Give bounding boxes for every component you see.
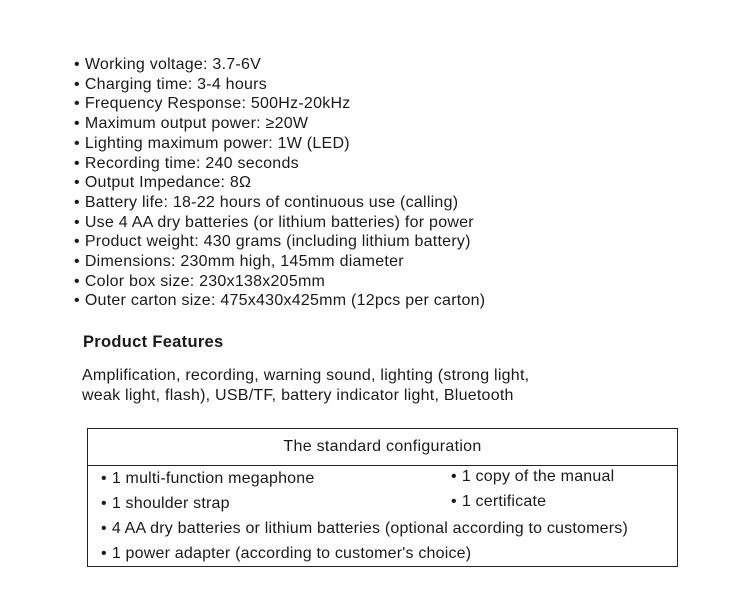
spec-item-recording-time: • Recording time: 240 seconds (74, 154, 485, 174)
spec-item-charging-time: • Charging time: 3-4 hours (74, 75, 485, 95)
product-features-line-2: weak light, flash), USB/TF, battery indicator light, Bluetooth (82, 387, 514, 404)
config-item-shoulder-strap: • 1 shoulder strap (101, 495, 230, 513)
product-features-title: Product Features (83, 333, 224, 351)
standard-configuration-title: The standard configuration (88, 429, 677, 466)
config-item-certificate: • 1 certificate (451, 493, 546, 511)
config-item-power-adapter: • 1 power adapter (according to customer's choice) (101, 545, 471, 563)
spec-item-lighting-power: • Lighting maximum power: 1W (LED) (74, 134, 485, 154)
spec-item-output-impedance: • Output Impedance: 8Ω (74, 173, 485, 193)
spec-item-product-weight: • Product weight: 430 grams (including lithium battery) (74, 232, 485, 252)
spec-item-color-box-size: • Color box size: 230x138x205mm (74, 272, 485, 292)
config-item-megaphone: • 1 multi-function megaphone (101, 470, 314, 488)
standard-configuration-table (87, 428, 678, 567)
spec-item-dimensions: • Dimensions: 230mm high, 145mm diameter (74, 252, 485, 272)
spec-item-frequency-response: • Frequency Response: 500Hz-20kHz (74, 94, 485, 114)
spec-item-batteries: • Use 4 AA dry batteries (or lithium batteries) for power (74, 213, 485, 233)
product-features-line-1: Amplification, recording, warning sound, lighting (strong light, (82, 367, 530, 384)
config-item-batteries: • 4 AA dry batteries or lithium batteries (optional according to customers) (101, 520, 628, 538)
config-item-manual: • 1 copy of the manual (451, 468, 614, 486)
spec-item-battery-life: • Battery life: 18-22 hours of continuous use (calling) (74, 193, 485, 213)
spec-list (74, 55, 485, 311)
spec-item-outer-carton-size: • Outer carton size: 475x430x425mm (12pcs per carton) (74, 291, 485, 311)
product-features-text (82, 366, 602, 406)
spec-item-max-output-power: • Maximum output power: ≥20W (74, 114, 485, 134)
spec-item-working-voltage: • Working voltage: 3.7-6V (74, 55, 485, 75)
